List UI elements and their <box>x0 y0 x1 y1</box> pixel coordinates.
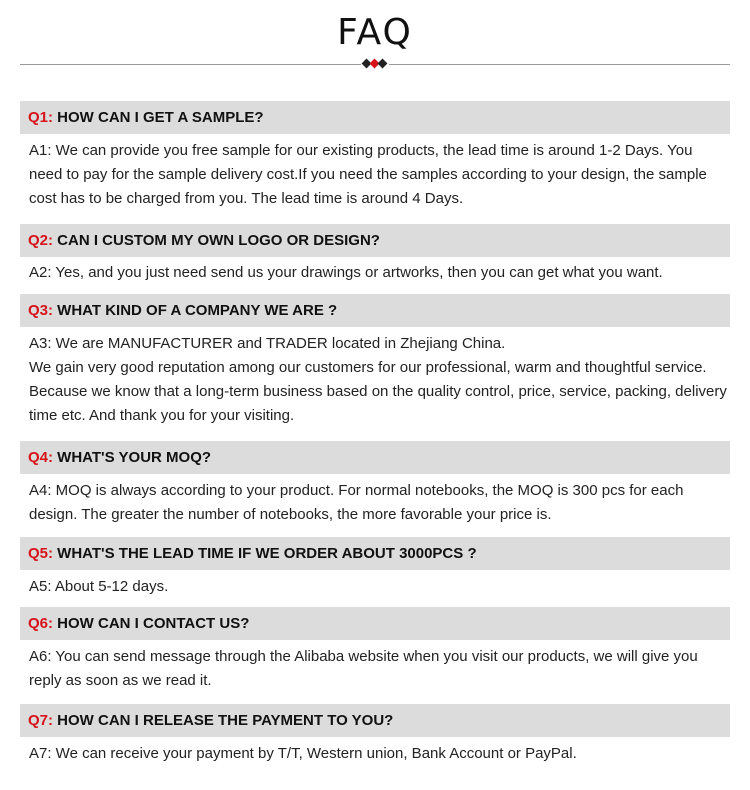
question-text: HOW CAN I RELEASE THE PAYMENT TO YOU? <box>53 712 394 729</box>
page-title: FAQ <box>337 12 413 53</box>
faq-answer-6: A6: You can send message through the Alibaba website when you visit our products, we will give you reply as soon as we read it. <box>29 648 698 689</box>
faq-question-7 <box>20 704 730 737</box>
faq-answer-5: A5: About 5-12 days. <box>29 578 169 595</box>
question-text: HOW CAN I CONTACT US? <box>53 615 250 632</box>
question-number: Q3: <box>28 302 54 319</box>
question-number: Q7: <box>28 712 54 729</box>
faq-question-5 <box>20 537 730 570</box>
question-number: Q5: <box>28 545 54 562</box>
question-text: WHAT'S THE LEAD TIME IF WE ORDER ABOUT 3000PCS ? <box>53 545 477 562</box>
question-text: HOW CAN I GET A SAMPLE? <box>53 109 264 126</box>
question-text: WHAT KIND OF A COMPANY WE ARE ? <box>53 302 338 319</box>
faq-answer-3 <box>29 332 729 428</box>
faq-answer-4: A4: MOQ is always according to your product. For normal notebooks, the MOQ is 300 pcs for each design. The greater the number of notebooks, the more favorable your price is. <box>29 482 684 523</box>
question-text: WHAT'S YOUR MOQ? <box>53 449 212 466</box>
question-number: Q2: <box>28 232 54 249</box>
faq-question-4 <box>20 441 730 474</box>
faq-question-6 <box>20 607 730 640</box>
faq-question-1 <box>20 101 730 134</box>
diamond-ornament-icon <box>361 57 389 71</box>
answer-line: A3: We are MANUFACTURER and TRADER located in Zhejiang China. <box>29 335 506 352</box>
faq-question-3 <box>20 294 730 327</box>
question-number: Q1: <box>28 109 54 126</box>
question-text: CAN I CUSTOM MY OWN LOGO OR DESIGN? <box>53 232 380 249</box>
faq-answer-1: A1: We can provide you free sample for our existing products, the lead time is around 1-2 Days. You need to pay for the sample delivery cost.If you need the samples according to your design, the sample cost has to be charged from you. The lead time is around 4 Days. <box>29 142 707 207</box>
answer-line: We gain very good reputation among our customers for our professional, warm and thoughtful service. Because we know that a long-term business based on the quality control, price, service, packing, delivery time etc. And thank you for your visiting. <box>29 359 727 424</box>
faq-question-2 <box>20 224 730 257</box>
faq-answer-7: A7: We can receive your payment by T/T, Western union, Bank Account or PayPal. <box>29 745 577 762</box>
question-number: Q6: <box>28 615 54 632</box>
question-number: Q4: <box>28 449 54 466</box>
faq-answer-2: A2: Yes, and you just need send us your drawings or artworks, then you can get what you want. <box>29 264 663 281</box>
